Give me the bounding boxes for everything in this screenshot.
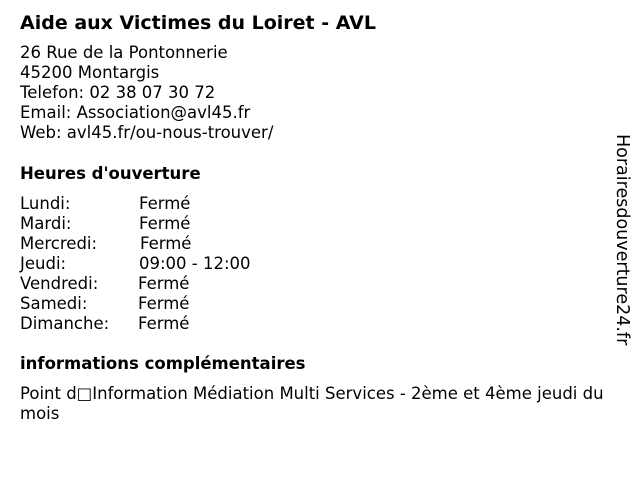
hours-row-saturday [20,294,320,314]
time-value: Fermé [138,314,190,333]
hours-heading: Heures d'ouverture [20,164,201,183]
info-text: Point d□Information Médiation Multi Services - 2ème et 4ème jeudi du mois [20,384,604,423]
day-label: Dimanche: [20,314,110,333]
hours-row-thursday [20,254,320,274]
hours-row-sunday [20,314,320,334]
hours-table [20,194,320,334]
hours-row-tuesday [20,214,320,234]
watermark [612,134,632,344]
day-label: Mercredi: [20,234,98,253]
day-label: Samedi: [20,294,88,313]
day-label: Jeudi: [20,254,67,273]
time-value: Fermé [140,234,192,253]
day-label: Vendredi: [20,274,99,293]
hours-row-wednesday [20,234,320,254]
day-label: Mardi: [20,214,72,233]
email-line: Email: Association@avl45.fr [20,103,251,122]
page-title: Aide aux Victimes du Loiret - AVL [20,12,376,34]
time-value: Fermé [139,194,191,213]
hours-row-monday [20,194,320,214]
info-heading: informations complémentaires [20,354,306,373]
phone-line: Telefon: 02 38 07 30 72 [20,83,216,102]
time-value: Fermé [138,274,190,293]
address-block [20,43,273,143]
hours-row-friday [20,274,320,294]
time-value: Fermé [138,294,190,313]
watermark-text: Horairesdouverture24.fr [612,134,632,346]
time-value: 09:00 - 12:00 [139,254,251,273]
web-line: Web: avl45.fr/ou-nous-trouver/ [20,123,274,142]
time-value: Fermé [139,214,191,233]
street-line: 26 Rue de la Pontonnerie [20,43,228,62]
day-label: Lundi: [20,194,71,213]
city-line: 45200 Montargis [20,63,160,82]
